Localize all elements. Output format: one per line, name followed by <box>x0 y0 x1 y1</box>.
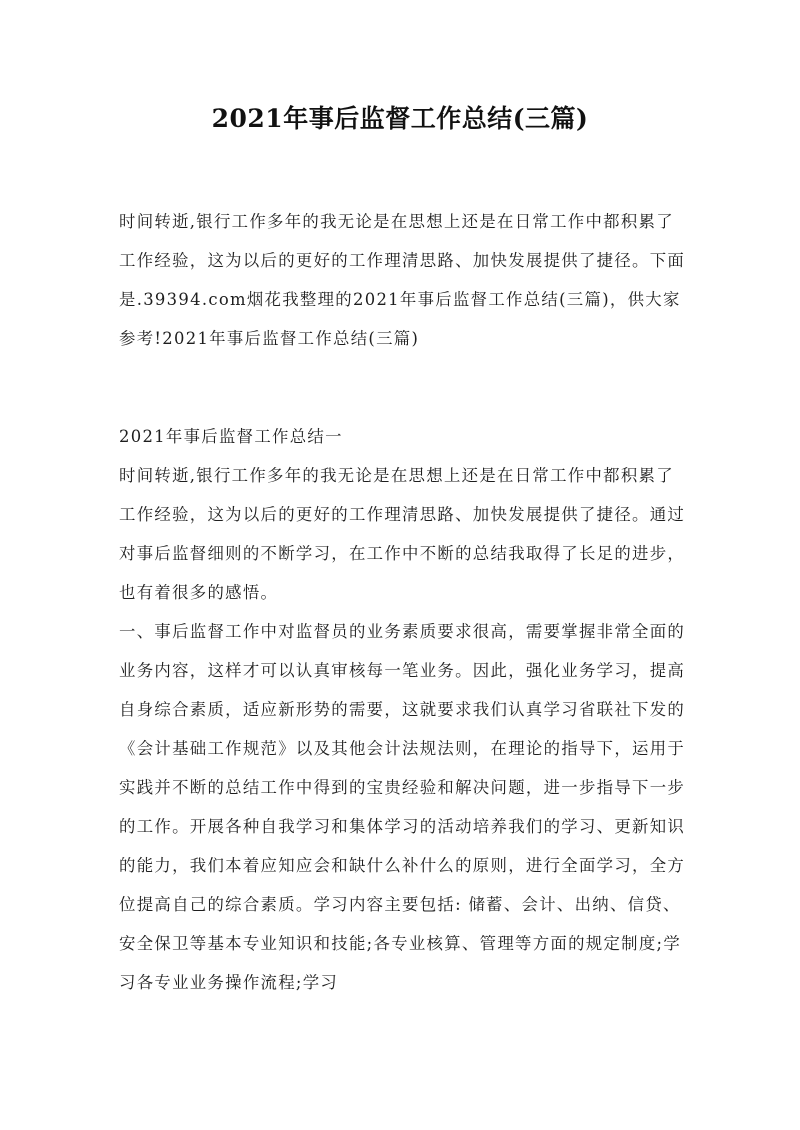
section-paragraph-1: 时间转逝,银行工作多年的我无论是在思想上还是在日常工作中都积累了工作经验，这为以后的更好的工作理清思路、加快发展提供了捷径。通过对事后监督细则的不断学习，在工作中不断的总结我取得了长足的进步， 也有着很多的感悟。 <box>119 466 686 602</box>
intro-paragraph: 时间转逝,银行工作多年的我无论是在思想上还是在日常工作中都积累了工作经验，这为以后的更好的工作理清思路、加快发展提供了捷径。下面是.39394.com烟花我整理的2021年事后监督工作总结(三篇)，供大家参考!2021年事后监督工作总结(三篇) <box>119 212 686 348</box>
section-heading: 2021年事后监督工作总结一 <box>119 427 343 446</box>
section-paragraph-2: 一、事后监督工作中对监督员的业务素质要求很高，需要掌握非常全面的业务内容，这样才可以认真审核每一笔业务。因此，强化业务学习，提高自身综合素质，适应新形势的需要，这就要求我们认真学习省联社下发的《会计基础工作规范》以及其他会计法规法则，在理论的指导下，运用于实践并不断的总结工作中得到的宝贵经验和解决问题，进一步指导下一步的工作。开展各种自我学习和集体学习的活动培养我们的学习、更新知识的能力，我们本着应知应会和缺什么补什么的原则，进行全面学习，全方位提高自己的综合素质。学习内容主要包括: 储蓄、会计、出纳、信贷、安全保卫等基本专业知识和技能;各专业核算、管理等方面的规定制度;学习各专业业务操作流程;学习 <box>119 622 686 992</box>
document-title: 2021年事后监督工作总结(三篇) <box>211 104 589 133</box>
